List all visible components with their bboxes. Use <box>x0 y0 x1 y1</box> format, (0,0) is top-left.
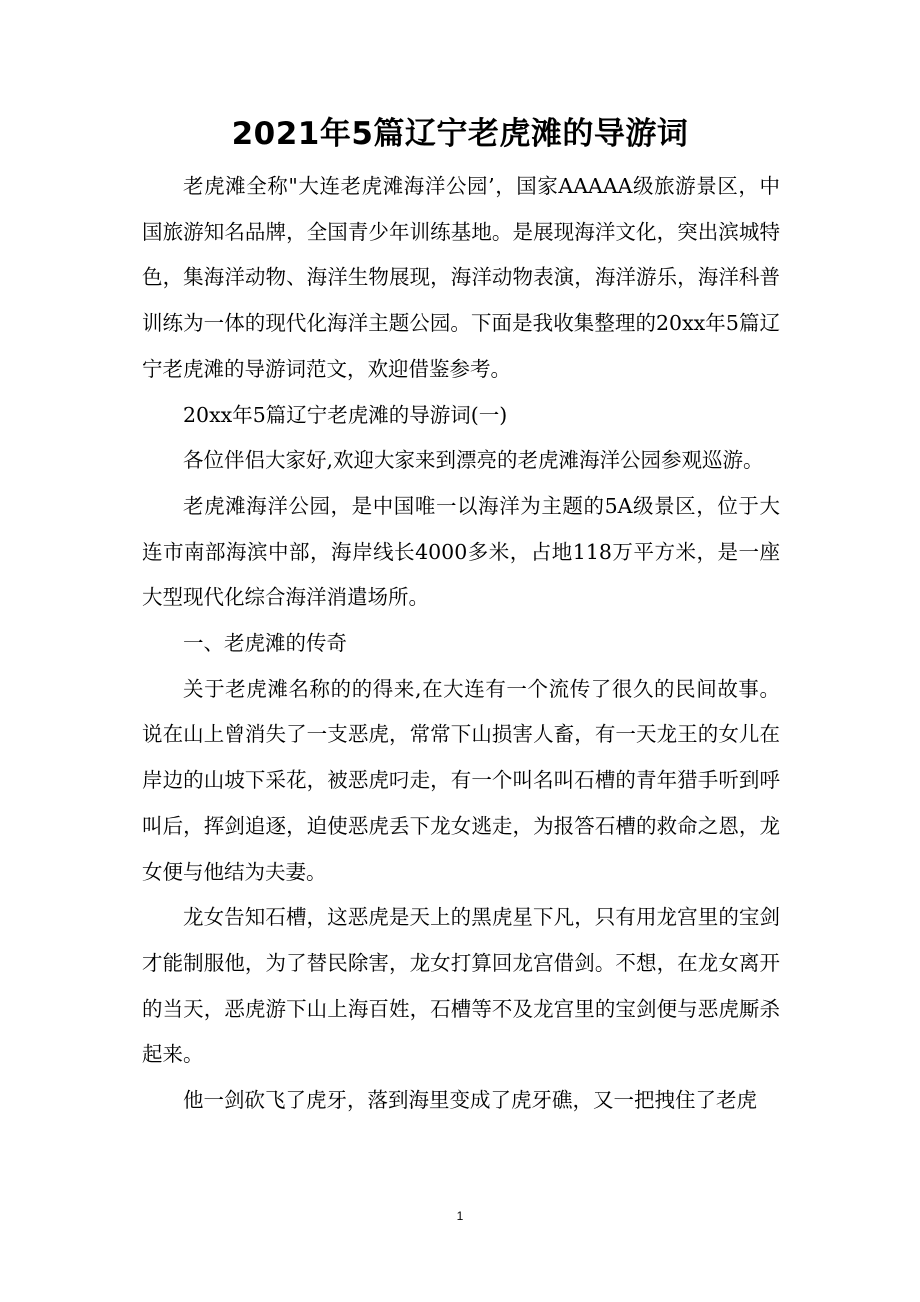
paragraph-legend-heading: 一、老虎滩的传奇 <box>183 631 347 656</box>
paragraph-dragon-daughter: 龙女告知石槽，这恶虎是天上的黑虎星下凡，只有用龙宫里的宝剑才能制服他，为了替民除害，龙女打算回龙宫借剑。不想，在龙女离开的当天，恶虎游下山上海百姓，石槽等不及龙宫里的宝剑便与恶虎厮杀起来。 <box>142 905 780 1067</box>
paragraph-section-heading: 20xx年5篇辽宁老虎滩的导游词(一) <box>183 402 508 427</box>
document-title: 2021年5篇辽宁老虎滩的导游词 <box>231 116 689 152</box>
document-body <box>142 164 780 1124</box>
paragraph-intro: 老虎滩全称"大连老虎滩海洋公园’，国家AAAAA级旅游景区，中国旅游知名品牌，全国青少年训练基地。是展现海洋文化，突出滨城特色，集海洋动物、海洋生物展现，海洋动物表演，海洋游乐，海洋科普训练为一体的现代化海洋主题公园。下面是我收集整理的20xx年5篇辽宁老虎滩的导游词范文，欢迎借鉴参考。 <box>142 174 780 381</box>
paragraph-tiger-fight: 他一剑砍飞了虎牙，落到海里变成了虎牙礁，又一把拽住了老虎 <box>183 1088 757 1113</box>
page-number: 1 <box>456 1209 464 1223</box>
paragraph-legend-origin: 关于老虎滩名称的的得来,在大连有一个流传了很久的民间故事。说在山上曾消失了一支恶虎，常常下山损害人畜，有一天龙王的女儿在岸边的山坡下采花，被恶虎叼走，有一个叫名叫石槽的青年猎手听到呼叫后，挥剑追逐，迫使恶虎丢下龙女逃走，为报答石槽的救命之恩，龙女便与他结为夫妻。 <box>142 676 780 884</box>
paragraph-greeting: 各位伴侣大家好,欢迎大家来到漂亮的老虎滩海洋公园参观巡游。 <box>183 448 764 473</box>
paragraph-park-overview: 老虎滩海洋公园，是中国唯一以海洋为主题的5A级景区，位于大连市南部海滨中部，海岸线长4000多米，占地118万平方米，是一座大型现代化综合海洋消遣场所。 <box>142 493 780 610</box>
